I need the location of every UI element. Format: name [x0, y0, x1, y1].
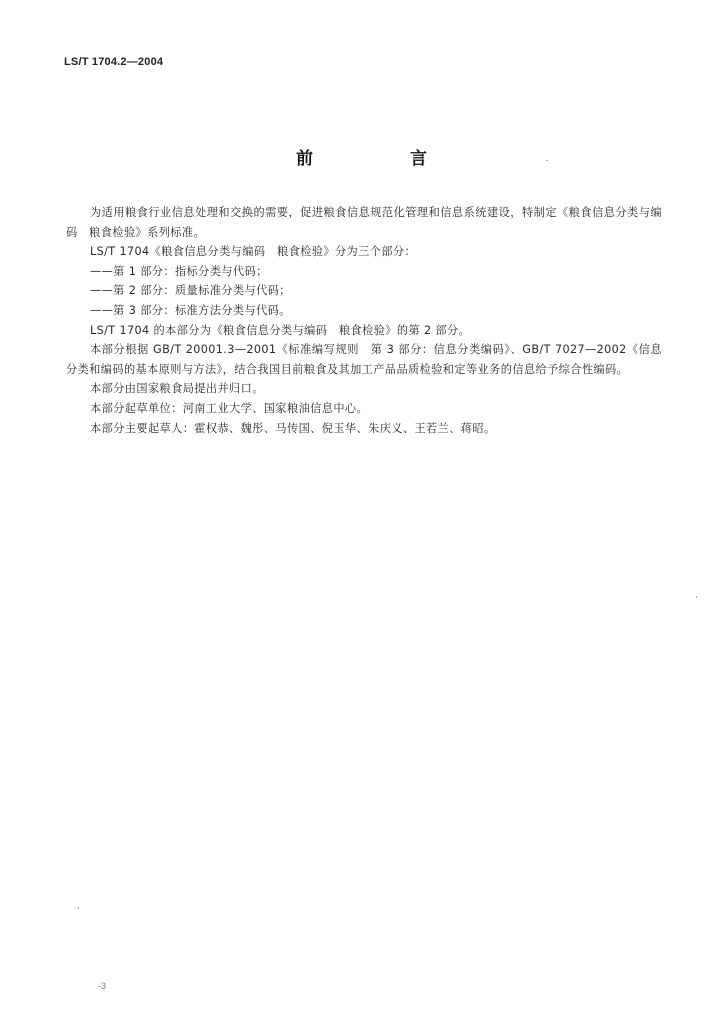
list-item-part-3: ——第 3 部分：标准方法分类与代码。: [90, 303, 291, 317]
paragraph-basis: 本部分根据 GB/T 20001.3—2001《标准编写规则 第 3 部分：信息分类编码》、GB/T 7027—2002《信息分类和编码的基本原则与方法》，结合我国目前粮食及其加工产品品质检验和定等业务的信息给予综合性编码。: [66, 343, 662, 376]
list-item-part-1: ——第 1 部分：指标分类与代码；: [90, 264, 268, 278]
scan-speck: [546, 160, 548, 161]
paragraph-this-part: LS/T 1704 的本部分为《粮食信息分类与编码 粮食检验》的第 2 部分。: [90, 323, 471, 337]
scan-speck: [78, 907, 79, 909]
paragraph-parts-intro: LS/T 1704《粮食信息分类与编码 粮食检验》分为三个部分：: [90, 245, 417, 259]
scan-speck: [696, 596, 697, 598]
paragraph-drafting-units: 本部分起草单位：河南工业大学、国家粮油信息中心。: [90, 401, 369, 415]
standard-code: LS/T 1704.2—2004: [64, 56, 164, 68]
paragraph-purpose: 为适用粮食行业信息处理和交换的需要，促进粮食信息规范化管理和信息系统建设，特制定《粮食信息分类与编码 粮食检验》系列标准。: [66, 206, 662, 239]
page-title: 前 言: [296, 149, 467, 169]
paragraph-proposer: 本部分由国家粮食局提出并归口。: [90, 382, 264, 396]
foreword-body: [66, 203, 662, 438]
list-item-part-2: ——第 2 部分：质量标准分类与代码；: [90, 284, 291, 298]
page-number: -3: [98, 981, 107, 991]
paragraph-drafters: 本部分主要起草人：霍权恭、魏彤、马传国、倪玉华、朱庆义、王若兰、蒋昭。: [90, 421, 496, 435]
